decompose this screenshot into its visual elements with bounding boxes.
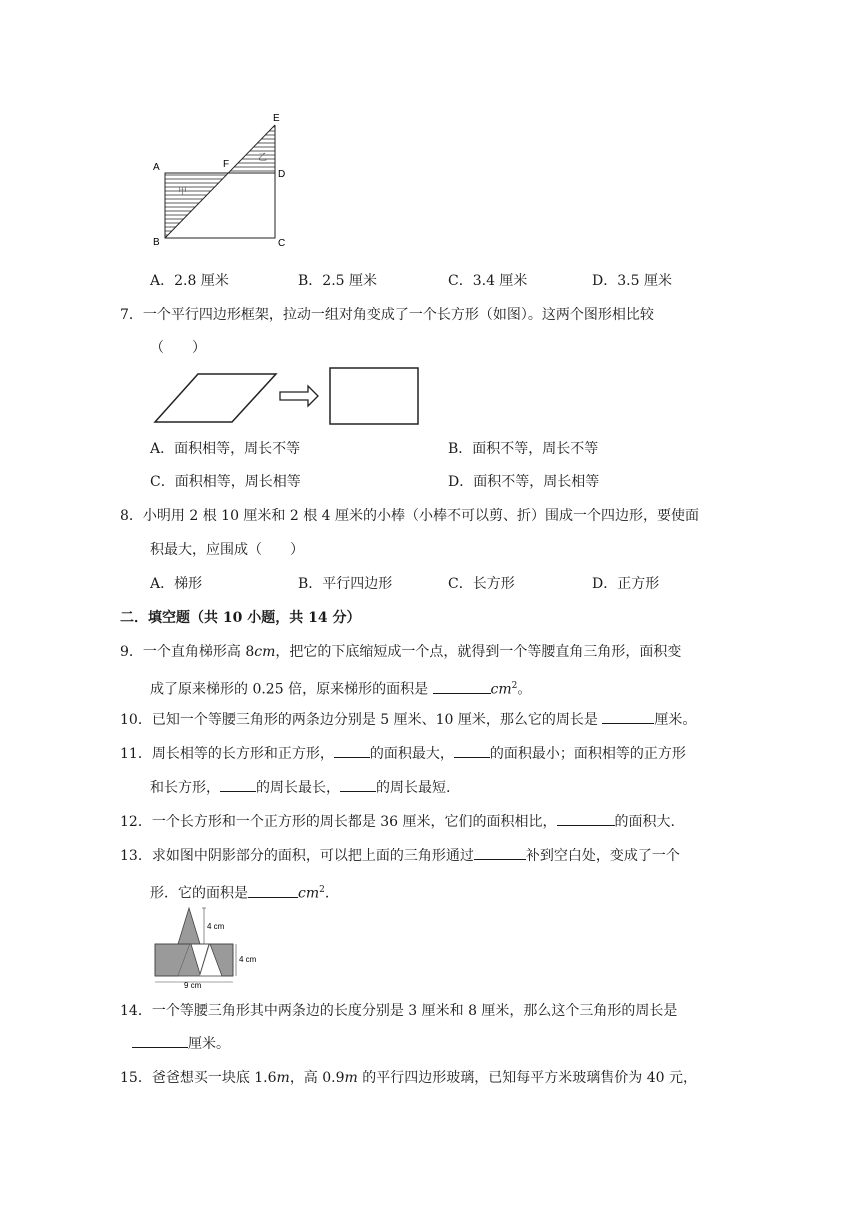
q6-option-b: B．2.5 厘米 (298, 273, 378, 289)
rectangle-shape (330, 368, 418, 424)
q9-question-cont: 成了原来梯形的 0.25 倍，原来梯形的面积是 $cm^2$。 (150, 675, 531, 701)
q7-answer-paren: （ ） (150, 340, 206, 356)
q10-question: 10．已知一个等腰三角形的两条边分别是 5 厘米、10 厘米，那么它的周长是 厘米。 (120, 709, 696, 731)
label-d: D (278, 169, 286, 180)
section-title: 二．填空题（共 10 小题，共 14 分） (120, 610, 361, 626)
q8-option-d: D．正方形 (592, 576, 660, 592)
q13-question: 13．求如图中阴影部分的面积，可以把上面的三角形通过 补到空白处，变成了一个 (120, 845, 680, 867)
answer-blank[interactable] (433, 679, 491, 694)
answer-blank[interactable] (474, 845, 526, 860)
arrow-icon (280, 386, 318, 406)
answer-blank[interactable] (340, 777, 376, 792)
answer-blank[interactable] (248, 883, 298, 898)
parallelogram-shape (155, 374, 276, 422)
q7-option-c: C．面积相等，周长相等 (150, 474, 301, 490)
q11-question: 11．周长相等的长方形和正方形， 的面积最大， 的面积最小；面积相等的正方形 (120, 743, 686, 765)
dim-top-height: 4 cm (207, 922, 225, 931)
q13-figure (150, 904, 268, 988)
label-e: E (273, 113, 280, 124)
q6-option-d: D．3.5 厘米 (592, 273, 672, 289)
q8-question: 8．小明用 2 根 10 厘米和 2 根 4 厘米的小棒（小棒不可以剪、折）围成一个四边形，要使面 (120, 508, 700, 524)
answer-blank[interactable] (220, 777, 256, 792)
label-jia: 甲 (178, 186, 188, 196)
label-c: C (278, 238, 286, 249)
answer-blank[interactable] (132, 1033, 188, 1048)
q13-question-cont: 形．它的面积是 $cm^2$. (150, 879, 329, 905)
label-a: A (153, 162, 160, 173)
label-yi: 乙 (258, 152, 268, 162)
q8-option-a: A．梯形 (150, 576, 203, 592)
label-b: B (153, 237, 160, 248)
q7-question: 7．一个平行四边形框架，拉动一组对角变成了一个长方形（如图）。这两个图形相比较 (120, 307, 654, 323)
answer-blank[interactable] (454, 743, 490, 758)
dim-width: 9 cm (184, 981, 202, 988)
q8-option-b: B．平行四边形 (298, 576, 393, 592)
q8-option-c: C．长方形 (448, 576, 515, 592)
answer-blank[interactable] (334, 743, 370, 758)
shaded-top-triangle (178, 908, 200, 944)
q14-question: 14．一个等腰三角形其中两条边的长度分别是 3 厘米和 8 厘米，那么这个三角形的周长是 (120, 1003, 678, 1019)
q6-option-a: A．2.8 厘米 (150, 273, 229, 289)
q6-figure (150, 110, 300, 255)
q7-figure (150, 364, 422, 430)
q15-question: 15．爸爸想买一块底 1.6m，高 0.9m 的平行四边形玻璃，已知每平方米玻璃售价为 40 元， (120, 1070, 697, 1086)
q9-question: 9．一个直角梯形高 8cm，把它的下底缩短成一个点，就得到一个等腰直角三角形，面积变 (120, 644, 682, 660)
q14-question-cont: 厘米。 (132, 1033, 230, 1055)
answer-blank[interactable] (557, 811, 615, 826)
q8-question-cont: 积最大，应围成（ ） (150, 542, 304, 558)
q7-option-a: A．面积相等，周长不等 (150, 441, 301, 457)
shaded-bottom-region-right (210, 944, 233, 976)
q12-question: 12．一个长方形和一个正方形的周长都是 36 厘米，它们的面积相比， 的面积大. (120, 811, 675, 833)
q11-question-cont: 和长方形， 的周长最长， 的周长最短. (150, 777, 450, 799)
q7-option-b: B．面积不等，周长不等 (448, 441, 599, 457)
dim-rect-height: 4 cm (239, 955, 257, 964)
answer-blank[interactable] (602, 709, 654, 724)
label-f: F (223, 159, 230, 170)
q7-option-d: D．面积不等，周长相等 (448, 474, 600, 490)
q6-option-c: C．3.4 厘米 (448, 273, 528, 289)
